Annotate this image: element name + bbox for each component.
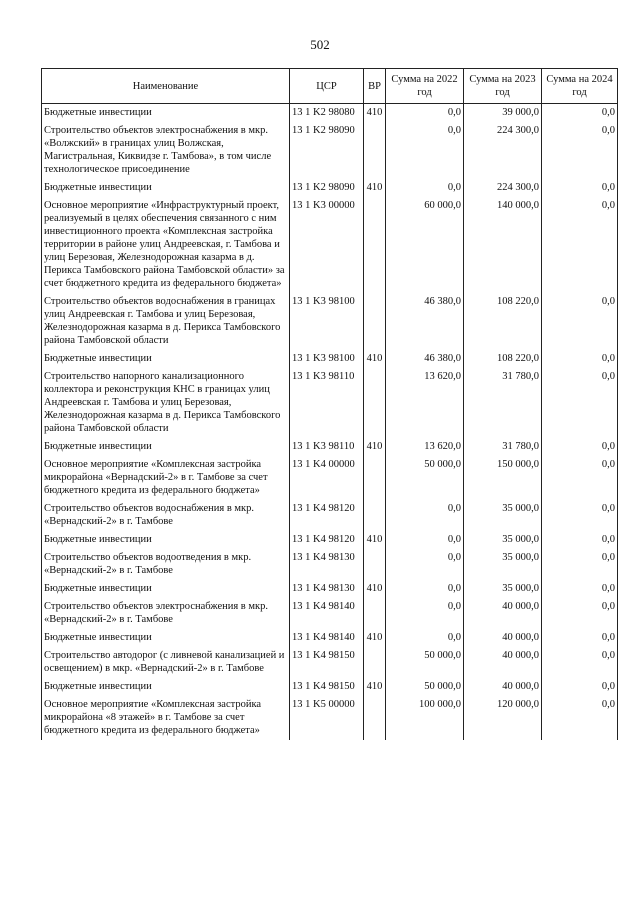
row-sum-2023-cell: 224 300,0 [464,179,542,197]
row-csr-cell: 13 1 K4 98150 [290,678,364,696]
row-sum-2024-cell: 0,0 [542,678,618,696]
header-sum-2022: Сумма на 2022 год [386,69,464,104]
row-csr-cell: 13 1 K4 98120 [290,531,364,549]
row-vr-cell [364,293,386,350]
row-sum-2023-cell: 35 000,0 [464,580,542,598]
row-vr-cell: 410 [364,531,386,549]
row-sum-2024-cell: 0,0 [542,197,618,293]
row-name-cell: Бюджетные инвестиции [42,678,290,696]
row-name-cell: Бюджетные инвестиции [42,580,290,598]
row-name-cell: Строительство объектов водоотведения в мкр. «Вернадский-2» в г. Тамбове [42,549,290,580]
row-sum-2024-cell: 0,0 [542,549,618,580]
row-sum-2022-cell: 0,0 [386,549,464,580]
row-sum-2024-cell: 0,0 [542,350,618,368]
row-sum-2022-cell: 46 380,0 [386,350,464,368]
table-row [42,368,618,438]
row-vr-cell [364,197,386,293]
row-sum-2024-cell: 0,0 [542,122,618,179]
row-vr-cell [364,456,386,500]
table-row [42,456,618,500]
row-csr-cell: 13 1 K3 98100 [290,350,364,368]
table-row [42,549,618,580]
row-sum-2024-cell: 0,0 [542,104,618,123]
row-sum-2023-cell: 40 000,0 [464,647,542,678]
row-vr-cell [364,647,386,678]
row-sum-2024-cell: 0,0 [542,696,618,740]
row-name-cell: Бюджетные инвестиции [42,438,290,456]
row-sum-2023-cell: 224 300,0 [464,122,542,179]
table-body [42,104,618,741]
row-sum-2024-cell: 0,0 [542,629,618,647]
row-sum-2023-cell: 39 000,0 [464,104,542,123]
row-csr-cell: 13 1 K4 98120 [290,500,364,531]
budget-table [41,68,618,740]
row-sum-2023-cell: 31 780,0 [464,438,542,456]
row-csr-cell: 13 1 K2 98090 [290,122,364,179]
row-sum-2022-cell: 0,0 [386,500,464,531]
row-sum-2024-cell: 0,0 [542,368,618,438]
row-name-cell: Бюджетные инвестиции [42,179,290,197]
row-name-cell: Бюджетные инвестиции [42,629,290,647]
row-sum-2022-cell: 13 620,0 [386,368,464,438]
table-row [42,598,618,629]
row-sum-2022-cell: 50 000,0 [386,647,464,678]
header-vr: ВР [364,69,386,104]
row-name-cell: Основное мероприятие «Комплексная застройка микрорайона «8 этажей» в г. Тамбове за счет бюджетного кредита из федерального бюджета» [42,696,290,740]
row-csr-cell: 13 1 K4 00000 [290,456,364,500]
row-csr-cell: 13 1 K3 98110 [290,368,364,438]
table-row [42,696,618,740]
table-row [42,629,618,647]
row-csr-cell: 13 1 K4 98130 [290,549,364,580]
row-sum-2024-cell: 0,0 [542,293,618,350]
row-name-cell: Бюджетные инвестиции [42,531,290,549]
row-sum-2022-cell: 0,0 [386,122,464,179]
table-row [42,122,618,179]
row-csr-cell: 13 1 K3 98110 [290,438,364,456]
table-row [42,647,618,678]
table-row [42,531,618,549]
row-sum-2022-cell: 0,0 [386,598,464,629]
row-vr-cell: 410 [364,629,386,647]
row-sum-2023-cell: 40 000,0 [464,678,542,696]
row-csr-cell: 13 1 K4 98130 [290,580,364,598]
row-csr-cell: 13 1 K4 98150 [290,647,364,678]
row-sum-2023-cell: 108 220,0 [464,293,542,350]
row-csr-cell: 13 1 K5 00000 [290,696,364,740]
row-csr-cell: 13 1 K4 98140 [290,598,364,629]
row-sum-2022-cell: 0,0 [386,629,464,647]
row-sum-2023-cell: 140 000,0 [464,197,542,293]
row-vr-cell [364,122,386,179]
row-name-cell: Бюджетные инвестиции [42,104,290,123]
row-sum-2024-cell: 0,0 [542,456,618,500]
row-vr-cell [364,598,386,629]
row-sum-2024-cell: 0,0 [542,531,618,549]
row-name-cell: Основное мероприятие «Инфраструктурный проект, реализуемый в целях обеспечения связанного с ним инвестиционного проекта «Комплексная застройка территории в районе улиц Андреевская, г. Тамбова и улиц Березовая, Железнодорожная казарма в д. Перикса Тамбовского района Тамбовской области» за счет бюджетного кредита из федерального бюджета» [42,197,290,293]
header-name: Наименование [42,69,290,104]
row-csr-cell: 13 1 K2 98080 [290,104,364,123]
row-sum-2022-cell: 0,0 [386,104,464,123]
row-csr-cell: 13 1 K4 98140 [290,629,364,647]
table-row [42,104,618,123]
row-vr-cell: 410 [364,580,386,598]
row-vr-cell: 410 [364,678,386,696]
row-vr-cell [364,500,386,531]
row-name-cell: Основное мероприятие «Комплексная застройка микрорайона «Вернадский-2» в г. Тамбове за счет бюджетного кредита из федерального бюджета» [42,456,290,500]
row-sum-2023-cell: 40 000,0 [464,598,542,629]
row-sum-2024-cell: 0,0 [542,647,618,678]
table-header-row [42,69,618,104]
row-name-cell: Строительство объектов электроснабжения в мкр. «Волжский» в границах улиц Волжская, Магистральная, Киквидзе г. Тамбова», в том числе технологическое присоединение [42,122,290,179]
header-sum-2024: Сумма на 2024 год [542,69,618,104]
row-vr-cell: 410 [364,104,386,123]
row-sum-2024-cell: 0,0 [542,500,618,531]
row-vr-cell: 410 [364,179,386,197]
row-sum-2024-cell: 0,0 [542,598,618,629]
row-sum-2023-cell: 35 000,0 [464,500,542,531]
row-sum-2022-cell: 0,0 [386,580,464,598]
row-sum-2022-cell: 50 000,0 [386,678,464,696]
row-sum-2022-cell: 0,0 [386,531,464,549]
row-name-cell: Строительство автодорог (с ливневой канализацией и освещением) в мкр. «Вернадский-2» в г. Тамбове [42,647,290,678]
row-vr-cell: 410 [364,350,386,368]
row-sum-2023-cell: 35 000,0 [464,531,542,549]
row-name-cell: Строительство объектов водоснабжения в мкр. «Вернадский-2» в г. Тамбове [42,500,290,531]
header-sum-2023: Сумма на 2023 год [464,69,542,104]
header-csr: ЦСР [290,69,364,104]
row-sum-2022-cell: 60 000,0 [386,197,464,293]
page-number: 502 [310,37,330,52]
row-vr-cell [364,696,386,740]
row-sum-2022-cell: 50 000,0 [386,456,464,500]
row-sum-2022-cell: 13 620,0 [386,438,464,456]
row-name-cell: Бюджетные инвестиции [42,350,290,368]
table-row [42,580,618,598]
row-sum-2022-cell: 100 000,0 [386,696,464,740]
table-row [42,678,618,696]
row-vr-cell [364,368,386,438]
row-vr-cell: 410 [364,438,386,456]
row-sum-2023-cell: 150 000,0 [464,456,542,500]
row-sum-2023-cell: 120 000,0 [464,696,542,740]
row-sum-2024-cell: 0,0 [542,580,618,598]
row-name-cell: Строительство объектов электроснабжения в мкр. «Вернадский-2» в г. Тамбове [42,598,290,629]
row-sum-2024-cell: 0,0 [542,438,618,456]
row-vr-cell [364,549,386,580]
table-row [42,438,618,456]
row-csr-cell: 13 1 K3 00000 [290,197,364,293]
row-name-cell: Строительство напорного канализационного коллектора и реконструкция КНС в границах улиц Андреевская г. Тамбова и улиц Березовая, Железнодорожная казарма в д. Перикса Тамбовского района Тамбовской области [42,368,290,438]
row-sum-2023-cell: 31 780,0 [464,368,542,438]
row-sum-2023-cell: 108 220,0 [464,350,542,368]
table-row [42,350,618,368]
row-sum-2023-cell: 35 000,0 [464,549,542,580]
table-row [42,500,618,531]
row-name-cell: Строительство объектов водоснабжения в границах улиц Андреевская г. Тамбова и улиц Березовая, Железнодорожная казарма в д. Перикса Тамбовского района Тамбовской области [42,293,290,350]
table-row [42,179,618,197]
table-row [42,293,618,350]
row-sum-2023-cell: 40 000,0 [464,629,542,647]
row-sum-2022-cell: 0,0 [386,179,464,197]
row-csr-cell: 13 1 K2 98090 [290,179,364,197]
row-csr-cell: 13 1 K3 98100 [290,293,364,350]
row-sum-2024-cell: 0,0 [542,179,618,197]
table-row [42,197,618,293]
row-sum-2022-cell: 46 380,0 [386,293,464,350]
